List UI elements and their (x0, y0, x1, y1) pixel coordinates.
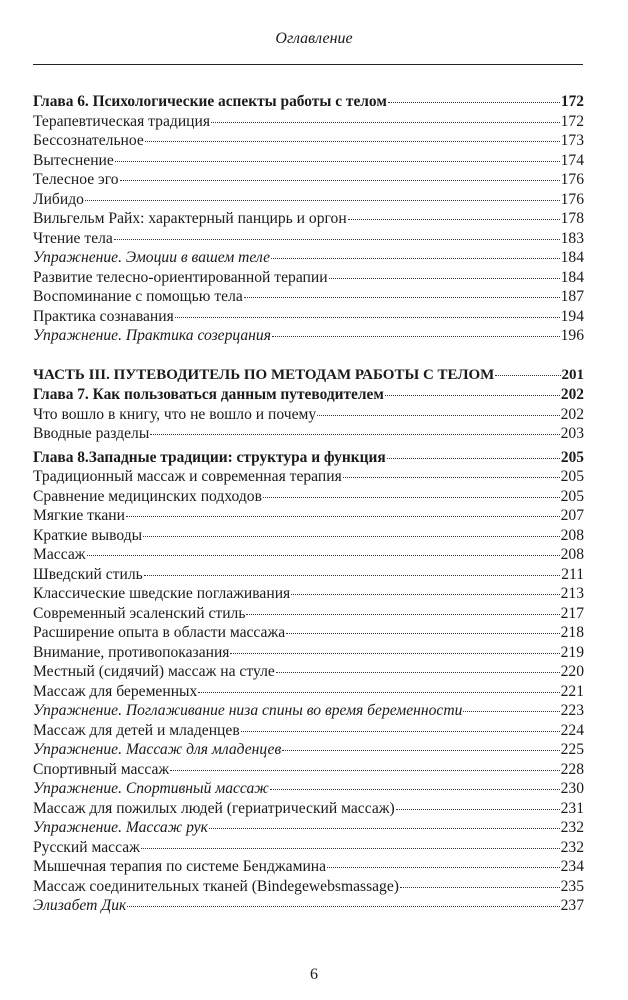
toc-entry[interactable] (33, 366, 584, 386)
dot-leader (120, 180, 560, 181)
toc-entry[interactable] (33, 682, 584, 702)
toc-entry-title: Упражнение. Эмоции в вашем теле (33, 249, 271, 266)
dot-leader (400, 887, 560, 888)
toc-entry[interactable] (33, 424, 584, 444)
toc-entry-title: Массаж для беременных (33, 682, 198, 700)
toc-entry[interactable] (33, 721, 584, 741)
toc-entry-page: 172 (560, 93, 584, 110)
toc-entry-title: Глава 7. Как пользоваться данным путеводителем (33, 386, 384, 403)
dot-leader (495, 375, 560, 376)
toc-entry[interactable] (33, 838, 584, 858)
dot-leader (87, 555, 560, 556)
page-number: 6 (310, 966, 318, 983)
toc-entry-page: 178 (560, 210, 584, 227)
toc-entry-page: 183 (560, 229, 584, 247)
dot-leader (244, 297, 560, 298)
toc-entry-title: Массаж для детей и младенцев (33, 721, 240, 739)
dot-leader (343, 477, 560, 478)
toc-entry-page: 173 (560, 132, 584, 149)
toc-entry-page: 203 (560, 425, 584, 442)
toc-entry-page: 202 (560, 405, 584, 423)
dot-leader (286, 633, 559, 634)
toc-entry-page: 220 (560, 663, 584, 680)
toc-entry-title: Мышечная терапия по системе Бенджамина (33, 858, 327, 875)
toc-entry-title: Упражнение. Поглаживание низа спины во время беременности (33, 702, 463, 719)
toc-entry-page: 231 (560, 799, 584, 817)
dot-leader (317, 415, 559, 416)
toc-entry-page: 228 (560, 760, 584, 778)
toc-entry-title: Воспоминание с помощью тела (33, 288, 243, 305)
toc-entry-title: Упражнение. Спортивный массаж (33, 780, 269, 797)
dot-leader (115, 161, 560, 162)
toc-entry[interactable] (33, 818, 584, 838)
header-rule (33, 64, 583, 65)
toc-entry[interactable] (33, 487, 584, 507)
toc-entry-title: ЧАСТЬ III. ПУТЕВОДИТЕЛЬ ПО МЕТОДАМ РАБОТЫ С ТЕЛОМ (33, 366, 495, 383)
dot-leader (85, 200, 560, 201)
dot-leader (145, 141, 560, 142)
dot-leader (144, 575, 560, 576)
toc-entry-page: 187 (560, 288, 584, 305)
toc-entry-page: 194 (560, 307, 584, 325)
toc-entry-title: Спортивный массаж (33, 760, 170, 778)
toc-entry-page: 224 (560, 721, 584, 739)
dot-leader (327, 867, 560, 868)
toc-entry[interactable] (33, 248, 584, 268)
toc-entry-title: Расширение опыта в области массажа (33, 624, 286, 641)
toc-entry-title: Упражнение. Массаж для младенцев (33, 741, 282, 758)
toc-entry-page: 205 (560, 468, 584, 485)
toc-entry-page: 225 (560, 741, 584, 758)
toc-entry-page: 176 (560, 171, 584, 188)
toc-entry[interactable] (33, 190, 584, 210)
toc-entry-page: 232 (560, 838, 584, 856)
toc-entry-title: Краткие выводы (33, 526, 143, 544)
toc-entry[interactable] (33, 131, 584, 151)
toc-entry[interactable] (33, 896, 584, 916)
toc-entry-page: 237 (560, 897, 584, 914)
toc-entry-title: Мягкие ткани (33, 507, 125, 524)
toc-entry-page: 201 (561, 366, 584, 383)
toc-entry-title: Массаж (33, 546, 86, 563)
toc-entry-title: Сравнение медицинских подходов (33, 487, 262, 505)
dot-leader (211, 122, 560, 123)
toc-entry-title: Чтение тела (33, 229, 113, 247)
dot-leader (143, 536, 559, 537)
toc-entry-page: 172 (560, 112, 584, 130)
toc-entry-title: Вводные разделы (33, 425, 150, 442)
toc-entry[interactable] (33, 92, 584, 112)
toc-entry[interactable] (33, 623, 584, 643)
dot-leader (276, 672, 560, 673)
toc-entry[interactable] (33, 307, 584, 327)
toc-entry[interactable] (33, 405, 584, 425)
dot-leader (126, 516, 560, 517)
table-of-contents (33, 92, 584, 916)
toc-entry[interactable] (33, 857, 584, 877)
dot-leader (463, 711, 559, 712)
toc-entry-page: 205 (560, 487, 584, 505)
dot-leader (396, 809, 560, 810)
toc-entry-title: Бессознательное (33, 132, 144, 149)
toc-entry-page: 208 (560, 526, 584, 544)
toc-entry-page: 234 (560, 858, 584, 875)
toc-entry-page: 218 (560, 624, 584, 641)
dot-leader (127, 906, 559, 907)
toc-entry[interactable] (33, 740, 584, 760)
toc-entry-page: 230 (560, 780, 584, 797)
dot-leader (230, 653, 559, 654)
toc-entry[interactable] (33, 779, 584, 799)
dot-leader (329, 278, 560, 279)
toc-entry[interactable] (33, 268, 584, 288)
toc-entry[interactable] (33, 643, 584, 663)
toc-entry-title: Вильгельм Райх: характерный панцирь и оргон (33, 210, 347, 227)
toc-entry[interactable] (33, 760, 584, 780)
dot-leader (246, 614, 559, 615)
toc-entry[interactable] (33, 467, 584, 487)
toc-entry-title: Упражнение. Массаж рук (33, 819, 208, 836)
toc-entry-title: Традиционный массаж и современная терапия (33, 468, 342, 485)
dot-leader (282, 750, 559, 751)
toc-entry-title: Телесное эго (33, 171, 119, 188)
toc-entry[interactable] (33, 799, 584, 819)
toc-entry-title: Современный эсаленский стиль (33, 604, 246, 622)
toc-entry-title: Массаж для пожилых людей (гериатрический массаж) (33, 799, 395, 817)
dot-leader (263, 497, 560, 498)
dot-leader (270, 789, 560, 790)
dot-leader (209, 828, 560, 829)
toc-entry-title: Элизабет Дик (33, 897, 127, 914)
toc-entry-title: Шведский стиль (33, 565, 143, 583)
toc-entry[interactable] (33, 287, 584, 307)
toc-entry-title: Классические шведские поглаживания (33, 585, 291, 602)
toc-entry-title: Массаж соединительных тканей (Bindegewebsmassage) (33, 877, 399, 895)
toc-entry-page: 208 (560, 546, 584, 563)
toc-entry-title: Терапевтическая традиция (33, 112, 211, 130)
toc-entry-title: Упражнение. Практика созерцания (33, 327, 271, 344)
toc-entry[interactable] (33, 151, 584, 171)
toc-entry-title: Практика сознавания (33, 307, 174, 325)
toc-entry[interactable] (33, 170, 584, 190)
toc-entry-page: 211 (561, 565, 584, 583)
toc-entry-page: 184 (560, 268, 584, 286)
toc-entry[interactable] (33, 526, 584, 546)
toc-entry-page: 202 (560, 386, 584, 403)
dot-leader (385, 395, 560, 396)
toc-entry[interactable] (33, 701, 584, 721)
dot-leader (114, 239, 560, 240)
toc-entry[interactable] (33, 584, 584, 604)
toc-entry[interactable] (33, 326, 584, 346)
dot-leader (272, 336, 560, 337)
toc-entry-page: 174 (560, 151, 584, 169)
dot-leader (291, 594, 559, 595)
toc-entry[interactable] (33, 662, 584, 682)
toc-entry[interactable] (33, 112, 584, 132)
toc-entry-page: 217 (560, 604, 584, 622)
toc-entry-page: 219 (560, 643, 584, 661)
dot-leader (141, 848, 560, 849)
toc-entry-page: 221 (560, 682, 584, 700)
dot-leader (271, 258, 560, 259)
toc-entry[interactable] (33, 565, 584, 585)
toc-entry-title: Вытеснение (33, 151, 114, 169)
toc-entry-page: 184 (560, 249, 584, 266)
toc-entry-page: 196 (560, 327, 584, 344)
toc-entry-page: 223 (560, 702, 584, 719)
toc-entry-page: 176 (560, 190, 584, 208)
section-gap (33, 346, 584, 366)
toc-entry-title: Развитие телесно-ориентированной терапии (33, 268, 328, 286)
toc-entry[interactable] (33, 448, 584, 468)
toc-entry-title: Русский массаж (33, 838, 140, 856)
dot-leader (348, 219, 560, 220)
toc-entry[interactable] (33, 604, 584, 624)
toc-entry-page: 205 (560, 448, 584, 466)
dot-leader (175, 317, 560, 318)
toc-entry[interactable] (33, 209, 584, 229)
dot-leader (198, 692, 559, 693)
toc-entry-title: Внимание, противопоказания (33, 643, 230, 661)
toc-entry-title: Глава 6. Психологические аспекты работы с телом (33, 93, 387, 110)
toc-entry-page: 207 (560, 507, 584, 524)
toc-entry-page: 232 (560, 819, 584, 836)
toc-entry-page: 235 (560, 877, 584, 895)
toc-entry-title: Местный (сидячий) массаж на стуле (33, 663, 275, 680)
dot-leader (170, 770, 559, 771)
dot-leader (387, 458, 560, 459)
toc-entry[interactable] (33, 506, 584, 526)
running-header: Оглавление (275, 30, 353, 47)
toc-entry[interactable] (33, 385, 584, 405)
toc-entry-title: Глава 8.Западные традиции: структура и функция (33, 448, 386, 466)
toc-entry[interactable] (33, 877, 584, 897)
dot-leader (241, 731, 560, 732)
toc-entry-title: Что вошло в книгу, что не вошло и почему (33, 405, 317, 423)
dot-leader (388, 102, 560, 103)
toc-entry-page: 213 (560, 585, 584, 602)
dot-leader (150, 434, 559, 435)
toc-entry-title: Либидо (33, 190, 84, 208)
toc-entry[interactable] (33, 545, 584, 565)
toc-entry[interactable] (33, 229, 584, 249)
